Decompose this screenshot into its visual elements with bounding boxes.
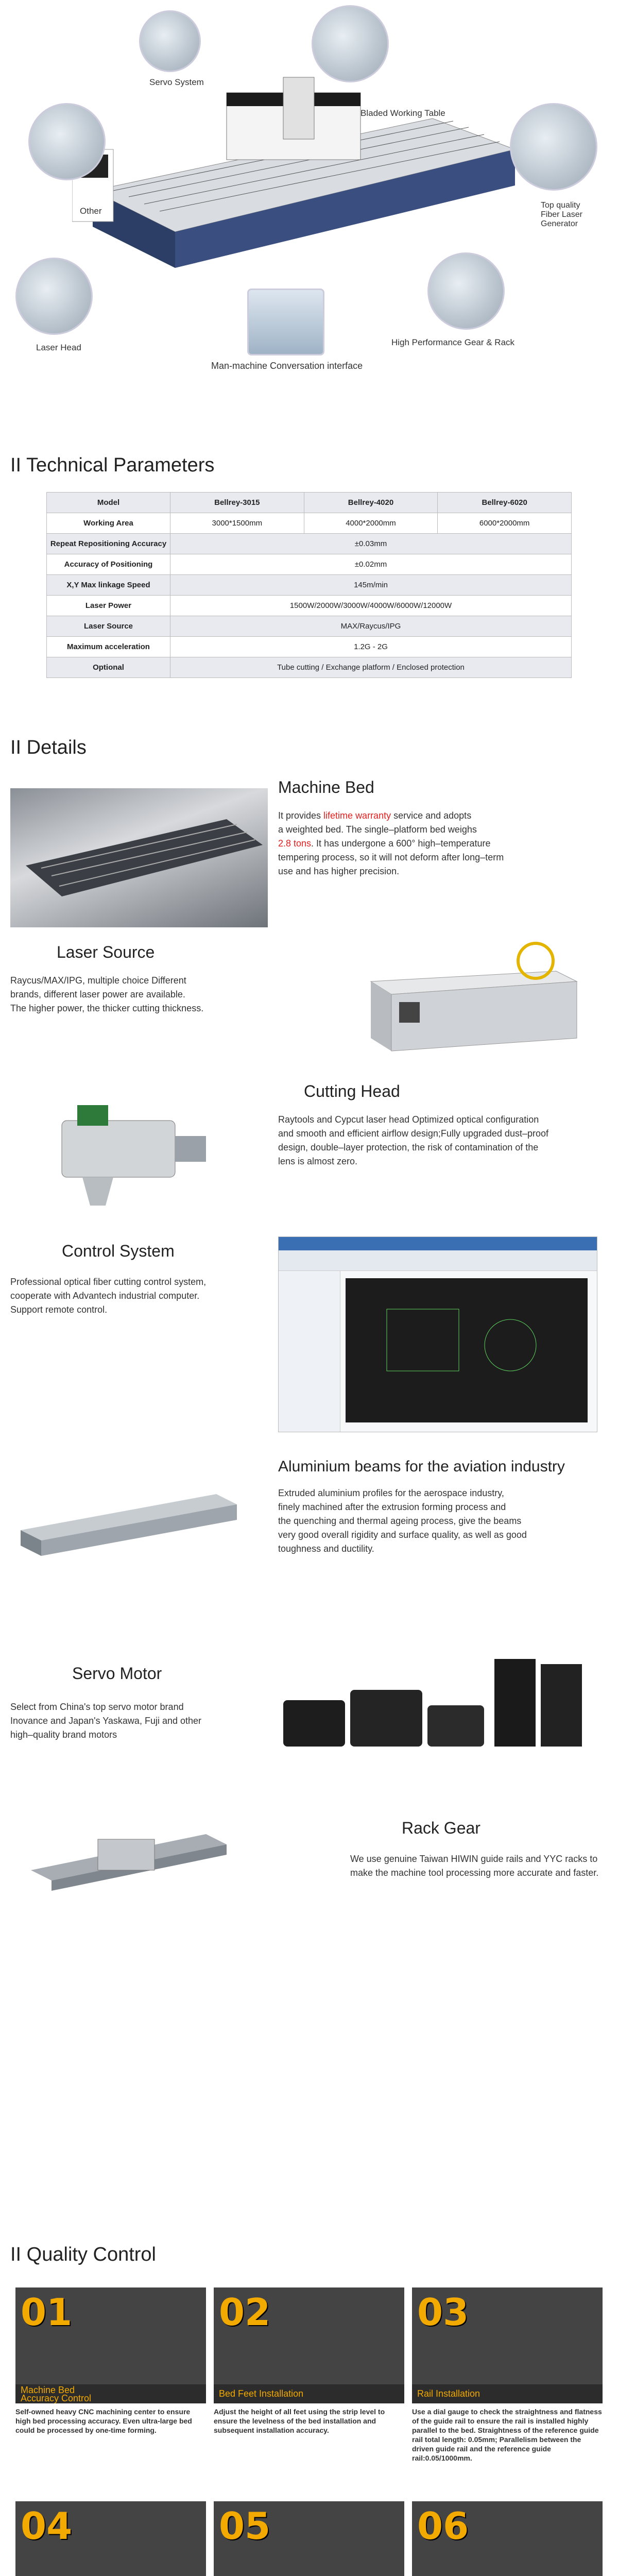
spec-row-label: Maximum acceleration: [47, 637, 170, 657]
other-label: Other: [80, 206, 102, 216]
qc-image: [15, 2287, 206, 2403]
qc-label: Machine Bed Accuracy Control: [15, 2384, 206, 2403]
spec-row: [47, 616, 572, 637]
quality-grid: [15, 2287, 603, 2576]
servo-line: Select from China's top servo motor brand: [10, 1702, 184, 1712]
cutting-head-title: Cutting Head: [304, 1082, 400, 1100]
spec-cell: 1500W/2000W/3000W/4000W/6000W/12000W: [170, 596, 572, 616]
qc-image: [15, 2501, 206, 2576]
spec-header-cell: Bellrey-3015: [170, 493, 304, 513]
cutting-head-line: and smooth and efficient airflow design;Fully upgraded dust–proof: [278, 1128, 548, 1139]
spec-cell: 145m/min: [170, 575, 572, 596]
beams-text: [278, 1486, 608, 1556]
qc-description: Self-owned heavy CNC machining center to ensure high bed processing accuracy. Even ultra-large bed could be processed by one-time forming.: [15, 2408, 192, 2434]
gear-rack-image: [427, 252, 505, 330]
text-fragment: . It has undergone a 600° high–temperature: [311, 838, 491, 849]
servo-line: high–quality brand motors: [10, 1730, 117, 1740]
machine-bed-image: [10, 788, 268, 927]
servo-system-image: [139, 10, 201, 72]
machine-bed-drawing: [10, 788, 268, 927]
spec-cell: 1.2G - 2G: [170, 637, 572, 657]
details-title: II Details: [10, 737, 87, 758]
spec-cell: ±0.03mm: [170, 534, 572, 554]
laser-machine-illustration: [72, 62, 525, 278]
spec-row: [47, 575, 572, 596]
qc-image: [412, 2287, 603, 2403]
beams-line: toughness and ductility.: [278, 1544, 374, 1554]
qc-description: Use a dial gauge to check the straightness and flatness of the guide rail to ensure the rail is installed highly parallel to the bed. Straightness of the reference guide rail total length: 0.05mm; Parallelism between the driven guide rail and the reference guide rail:0.05/1000mm.: [412, 2408, 602, 2462]
qc-label: Rail Installation: [412, 2384, 603, 2403]
control-system-line: cooperate with Advantech industrial computer.: [10, 1291, 200, 1301]
software-sidebar: [279, 1271, 340, 1432]
bladed-table-image: [312, 5, 389, 82]
spec-cell: 3000*1500mm: [170, 513, 304, 534]
laser-source-drawing: [350, 940, 592, 1064]
spec-cell: MAX/Raycus/IPG: [170, 616, 572, 637]
spec-row: [47, 657, 572, 678]
rack-gear-title: Rack Gear: [402, 1819, 480, 1837]
qc-number: 02: [219, 2291, 271, 2334]
machine-bed-line: [278, 837, 608, 851]
spec-row: [47, 596, 572, 616]
spec-header-cell: Bellrey-4020: [304, 493, 438, 513]
machine-bed-line: a weighted bed. The single–platform bed weighs: [278, 824, 477, 835]
rack-line: We use genuine Taiwan HIWIN guide rails and YYC racks to: [350, 1854, 598, 1864]
servo-motor-drawing: [273, 1649, 603, 1762]
laser-head-label: Laser Head: [36, 343, 81, 352]
spec-cell: 4000*2000mm: [304, 513, 438, 534]
text-fragment: service and adopts: [391, 810, 472, 821]
beams-line: the quenching and thermal ageing process, give the beams: [278, 1516, 522, 1526]
laser-source-title: Laser Source: [57, 943, 155, 961]
bladed-table-label: Bladed Working Table: [360, 108, 445, 118]
qc-number: 04: [21, 2504, 73, 2548]
qc-number: 06: [417, 2504, 469, 2548]
beams-title: Aluminium beams for the aviation industry: [278, 1458, 565, 1475]
laser-source-image: [350, 940, 592, 1064]
software-titlebar: [279, 1237, 597, 1250]
rack-gear-text: [350, 1852, 608, 1880]
interface-label: Man-machine Conversation interface: [211, 361, 363, 371]
other-parts-image: [28, 103, 106, 180]
laser-source-line: Raycus/MAX/IPG, multiple choice Different: [10, 975, 186, 986]
spec-table: [46, 492, 572, 678]
cutting-head-line: design, double–layer protection, the risk of contamination of the: [278, 1142, 539, 1153]
servo-motor-title: Servo Motor: [72, 1664, 162, 1683]
cutting-head-image: [31, 1084, 227, 1213]
control-software-screenshot: [278, 1236, 597, 1432]
spec-header-cell: Model: [47, 493, 170, 513]
laser-source-line: brands, different laser power are available.: [10, 989, 185, 999]
warranty-highlight: lifetime warranty: [323, 810, 391, 821]
machine-bed-line: tempering process, so it will not deform after long–term: [278, 852, 504, 862]
qc-number: 03: [417, 2291, 469, 2334]
aluminium-beam-image: [10, 1468, 247, 1571]
servo-line: Inovance and Japan's Yaskawa, Fuji and other: [10, 1716, 202, 1726]
spec-row-label: Laser Power: [47, 596, 170, 616]
spec-row: [47, 554, 572, 575]
control-system-text: [10, 1275, 278, 1317]
control-system-line: Professional optical fiber cutting control system,: [10, 1277, 207, 1287]
spec-cell: ±0.02mm: [170, 554, 572, 575]
qc-image: [412, 2501, 603, 2576]
spec-row-label: X,Y Max linkage Speed: [47, 575, 170, 596]
spec-row: [47, 513, 572, 534]
gear-rack-label: High Performance Gear & Rack: [391, 337, 515, 347]
servo-motor-text: [10, 1700, 268, 1742]
rack-gear-drawing: [10, 1803, 247, 1906]
spec-header-row: [47, 493, 572, 513]
cutting-head-drawing: [31, 1084, 227, 1213]
interface-image: [247, 289, 324, 355]
cutting-head-line: Raytools and Cypcut laser head Optimized optical configuration: [278, 1114, 539, 1125]
qc-label: Bed Feet Installation: [214, 2384, 404, 2403]
quality-control-title: II Quality Control: [10, 2244, 156, 2265]
rack-gear-image: [10, 1803, 247, 1906]
spec-cell: 6000*2000mm: [438, 513, 572, 534]
machine-bed-line: [278, 809, 608, 823]
spec-header-cell: Bellrey-6020: [438, 493, 572, 513]
control-system-title: Control System: [62, 1242, 175, 1260]
beams-line: very good overall rigidity and surface quality, as well as good: [278, 1530, 527, 1540]
software-canvas: [346, 1278, 588, 1422]
software-toolbar: [279, 1250, 597, 1271]
qc-number: 01: [21, 2291, 73, 2334]
spec-row-label: Working Area: [47, 513, 170, 534]
control-system-line: Support remote control.: [10, 1304, 108, 1315]
technical-parameters-title: II Technical Parameters: [10, 454, 215, 476]
beams-line: finely machined after the extrusion forming process and: [278, 1502, 506, 1512]
qc-description: Adjust the height of all feet using the strip level to ensure the levelness of the bed installation and subsequent installation accuracy.: [214, 2408, 385, 2434]
qc-image: [214, 2501, 404, 2576]
machine-bed-line: use and has higher precision.: [278, 866, 400, 876]
machine-bed-title: Machine Bed: [278, 778, 374, 796]
laser-source-text: [10, 974, 299, 1015]
aluminium-beam-drawing: [10, 1468, 247, 1571]
software-canvas-drawing: [346, 1278, 588, 1422]
spec-row-label: Repeat Repositioning Accuracy: [47, 534, 170, 554]
hero-section: [0, 0, 618, 407]
spec-row: [47, 637, 572, 657]
laser-head-image: [15, 258, 93, 335]
fiber-laser-generator-image: [510, 103, 597, 191]
text-fragment: It provides: [278, 810, 324, 821]
servo-motor-image: [273, 1649, 603, 1762]
servo-system-label: Servo System: [149, 77, 204, 87]
qc-image: [214, 2287, 404, 2403]
qc-number: 05: [219, 2504, 271, 2548]
spec-row-label: Optional: [47, 657, 170, 678]
weight-highlight: 2.8 tons: [278, 838, 312, 849]
machine-bed-text: [278, 809, 608, 878]
beams-line: Extruded aluminium profiles for the aerospace industry,: [278, 1488, 504, 1498]
cutting-head-text: [278, 1113, 608, 1168]
spec-row-label: Accuracy of Positioning: [47, 554, 170, 575]
spec-cell: Tube cutting / Exchange platform / Enclosed protection: [170, 657, 572, 678]
fiber-laser-generator-label: Top quality Fiber Laser Generator: [541, 201, 582, 228]
rack-line: make the machine tool processing more accurate and faster.: [350, 1868, 599, 1878]
spec-row: [47, 534, 572, 554]
spec-row-label: Laser Source: [47, 616, 170, 637]
cutting-head-line: lens is almost zero.: [278, 1156, 358, 1166]
laser-source-line: The higher power, the thicker cutting thickness.: [10, 1003, 204, 1013]
